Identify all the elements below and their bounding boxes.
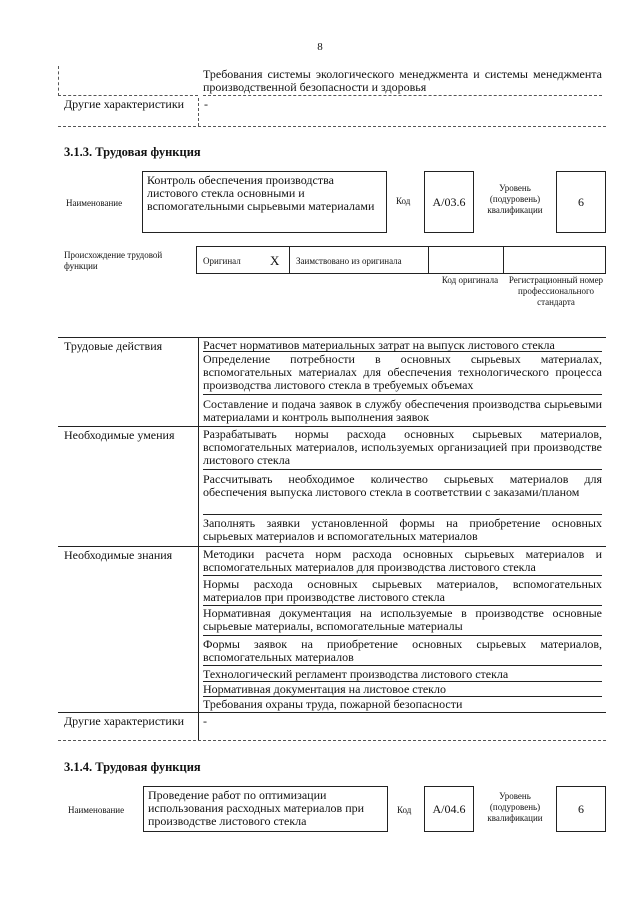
section-313-origin-divider-1	[289, 246, 290, 274]
knowledge-6: Нормативная документация на листовое стекло	[203, 683, 602, 697]
section-313-code-original-label: Код оригинала	[441, 275, 499, 285]
section-313-reg-number-label: Регистрационный номер профессионального стандарта	[508, 275, 604, 307]
section-313-name-label: Наименование	[66, 197, 123, 208]
section-313-heading: 3.1.3. Трудовая функция	[64, 145, 201, 159]
section-313-origin-divider-2	[428, 246, 429, 274]
skill-3: Заполнять заявки установленной формы на приобретение основных сырьевых материалов и вспомогательных материалов	[203, 516, 602, 543]
labour-action-2: Определение потребности в основных сырьевых материалах, вспомогательных материалах для обеспечения технологического процесса производства листового стекла в требуемых объемах	[203, 353, 602, 395]
section-314-code-value: А/04.6	[424, 786, 474, 832]
knowledge-2: Нормы расхода основных сырьевых материалов, вспомогательных материалов при производстве листового стекла	[203, 577, 602, 604]
top-table-other-value: -	[198, 98, 602, 126]
knowledge-7: Требования охраны труда, пожарной безопасности	[203, 697, 463, 711]
labour-action-3: Составление и подача заявок в службу обеспечения производства сырьевыми материалами и контроль выполнения заявок	[203, 397, 602, 424]
knowledge-bottom-line	[58, 712, 606, 713]
top-table-other-label: Другие характеристики	[64, 97, 185, 111]
section-313-level-label: Уровень (подуровень) квалификации	[487, 183, 543, 215]
top-table-requirements-text: Требования системы экологического менеджмента и системы менеджмента производственной безопасности и здоровья	[203, 67, 602, 94]
knowledge-5: Технологический регламент производства листового стекла	[203, 668, 602, 682]
knowledge-1: Методики расчета норм расхода основных сырьевых материалов и вспомогательных материалов для производства листового стекла	[203, 547, 602, 574]
section-313-borrowed-label: Заимствовано из оригинала	[296, 256, 402, 266]
knowledge-4: Формы заявок на приобретение основных сырьевых материалов, вспомогательных материалов	[203, 637, 602, 664]
top-table-bottom-line	[58, 126, 606, 127]
section-314-code-label: Код	[397, 805, 412, 815]
section-314-level-value: 6	[556, 786, 606, 832]
labour-actions-label: Трудовые действия	[64, 339, 163, 353]
section-313-other-value: -	[203, 714, 207, 728]
section-313-other-label: Другие характеристики	[64, 714, 185, 728]
section-313-level-value: 6	[556, 171, 606, 233]
section-313-origin-label: Происхождение трудовой функции	[64, 250, 163, 271]
section-314-heading: 3.1.4. Трудовая функция	[64, 760, 201, 774]
top-table-left-cell	[58, 66, 198, 96]
section-313-original-mark: X	[270, 253, 280, 268]
skills-label: Необходимые умения	[64, 428, 175, 442]
section-314-name-label: Наименование	[68, 805, 125, 815]
section-313-original-label: Оригинал	[203, 256, 241, 266]
knowledge-label: Необходимые знания	[64, 548, 173, 562]
section-313-code-value: А/03.6	[424, 171, 474, 233]
section-313-table-bottom	[58, 740, 606, 741]
knowledge-3: Нормативная документация на используемые в производстве основные сырьевые материалы, вспомогательные материалы	[203, 607, 602, 636]
skill-2: Рассчитывать необходимое количество сырьевых материалов для обеспечения выпуска листового стекла в соответствии с заказами/планом	[203, 473, 602, 515]
section-313-table-divider	[198, 337, 199, 740]
section-313-origin-divider-3	[503, 246, 504, 274]
section-314-name-value: Проведение работ по оптимизации использования расходных материалов при производстве листового стекла	[143, 786, 388, 832]
page-number: 8	[317, 41, 323, 53]
section-313-code-label: Код	[396, 196, 411, 206]
skill-1: Разрабатывать нормы расхода основных сырьевых материалов, вспомогательных материалов, используемых организацией при производстве листового стекла	[203, 428, 602, 470]
section-313-name-value: Контроль обеспечения производства листового стекла основными и вспомогательными сырьевыми материалами	[142, 171, 387, 233]
labour-action-1: Расчет нормативов материальных затрат на выпуск листового стекла	[203, 339, 602, 352]
section-314-level-label: Уровень (подуровень) квалификации	[487, 791, 543, 823]
